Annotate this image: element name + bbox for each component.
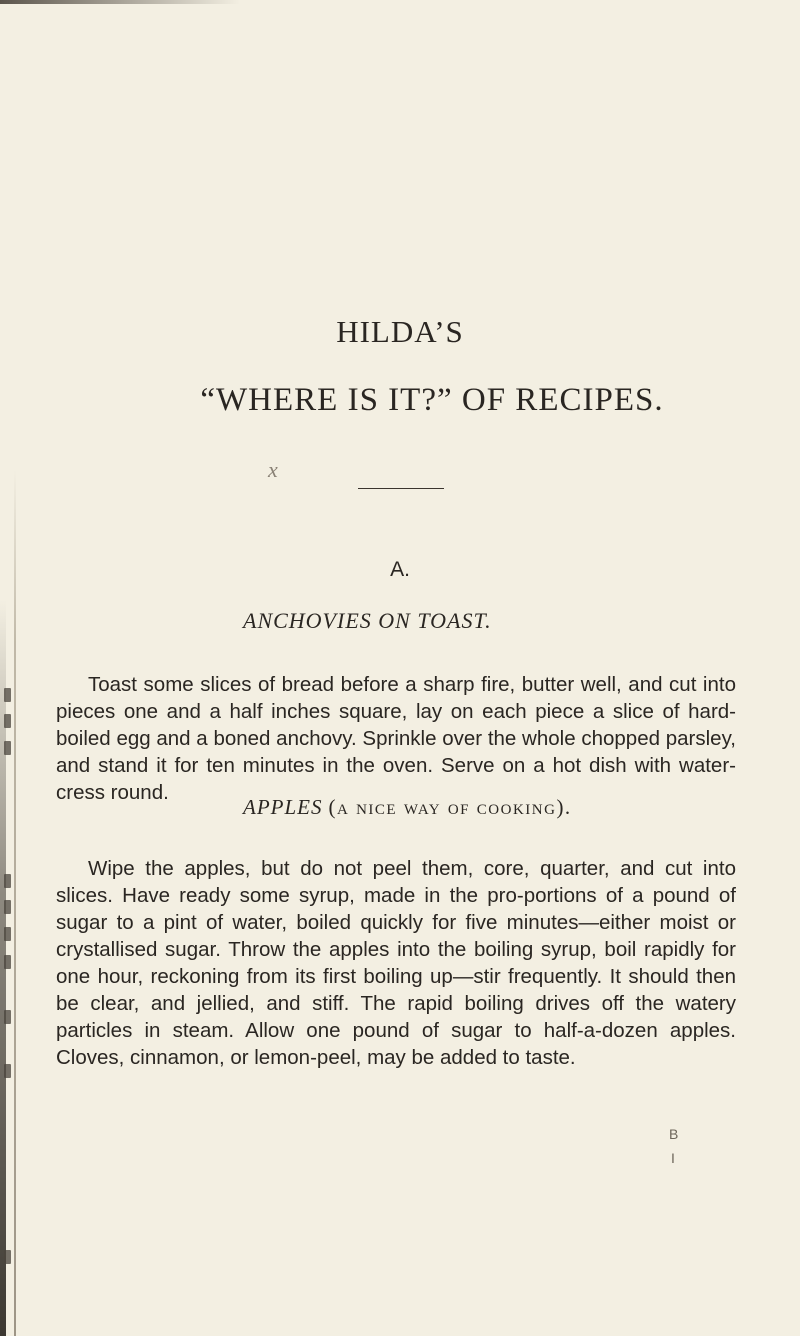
pencil-mark: x — [268, 457, 278, 482]
margin-ink-mark — [4, 900, 11, 914]
binding-line — [14, 470, 16, 1336]
margin-ink-mark — [4, 1250, 11, 1264]
recipe-title-text: ANCHOVIES ON TOAST. — [243, 608, 492, 633]
page-top-shadow — [0, 0, 240, 4]
title-rule — [358, 488, 444, 489]
book-title-line-1: HILDA’S — [336, 314, 464, 349]
margin-ink-mark — [4, 874, 11, 888]
margin-ink-mark — [4, 955, 11, 969]
margin-ink-mark — [4, 927, 11, 941]
recipe-title-text: APPLES — [243, 795, 323, 819]
margin-ink-mark — [4, 741, 11, 755]
section-letter: A. — [390, 558, 410, 581]
book-title-line-2: “WHERE IS IT?” OF RECIPES. — [200, 382, 664, 418]
margin-ink-mark — [4, 714, 11, 728]
recipe-body-apples: Wipe the apples, but do not peel them, core, quarter, and cut into slices. Have ready some syrup, made in the pro-portions of a pound of sugar to a pint of water, boiled quickly for five minutes—either moist or crystallised sugar. Throw the apples into the boiling syrup, boil rapidly for one hour, reckoning from its first boiling up—stir frequently. It should then be clear, and jellied, and stiff. The rapid boiling drives off the watery particles in steam. Allow one pound of sugar to half-a-dozen apples. Cloves, cinnamon, or lemon-peel, may be added to taste. — [56, 857, 736, 1069]
signature-letter: B — [669, 1126, 679, 1142]
recipe-title-apples — [243, 795, 572, 820]
recipe-title-anchovies — [243, 608, 492, 634]
margin-ink-mark — [4, 1064, 11, 1078]
margin-ink-mark — [4, 1010, 11, 1024]
signature-number: I — [671, 1150, 675, 1166]
recipe-subtitle: (a nice way of cooking). — [328, 795, 572, 819]
margin-ink-mark — [4, 688, 11, 702]
recipe-body-anchovies: Toast some slices of bread before a sharp fire, butter well, and cut into pieces one and a half inches square, lay on each piece a slice of hard-boiled egg and a boned anchovy. Sprinkle over the whole chopped parsley, and stand it for ten minutes in the oven. Serve on a hot dish with water-cress round. — [56, 673, 736, 804]
